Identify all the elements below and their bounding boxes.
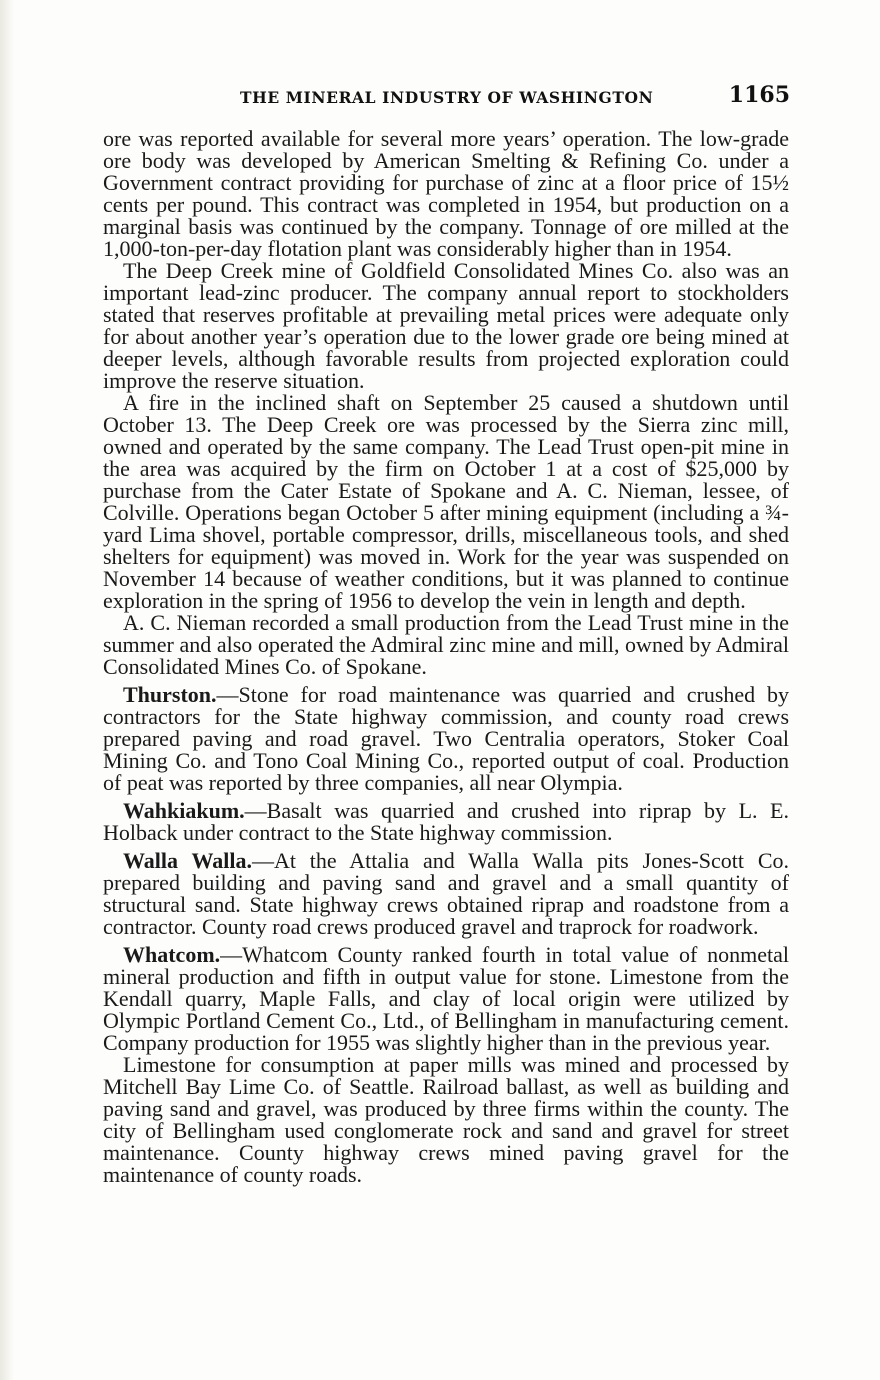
paragraph-text: ore was reported available for several more years’ operation. The low-grade ore body was developed by American Smelting & Refining Co. under a Government contract providing for purchase of zinc at a floor price of 15½ cents per pound. This contract was completed in 1954, but production on a marginal basis was continued by the company. Tonnage of ore milled at the 1,000-ton-per-day flotation plant was considerably higher than in 1954. <box>103 126 789 261</box>
paragraph <box>103 684 789 794</box>
paragraph <box>103 1054 789 1186</box>
page-edge-shadow <box>0 0 14 1380</box>
page-number: 1165 <box>728 82 790 108</box>
paragraph-heading: Wahkiakum. <box>123 798 245 823</box>
paragraph-text: —Whatcom County ranked fourth in total value of nonmetal mineral production and fifth in output value for stone. Limestone from the Kendall quarry, Maple Falls, and clay of local origin were utilized by Olympic Portland Cement Co., Ltd., of Bellingham in manufacturing cement. Company production for 1955 was slightly higher than in the previous year. <box>103 942 789 1055</box>
paragraph <box>103 260 789 392</box>
body-text <box>103 128 789 1186</box>
paragraph-text: A fire in the inclined shaft on September 25 caused a shutdown until October 13. The Deep Creek ore was processed by the Sierra zinc mill, owned and operated by the same company. The Lead Trust open-pit mine in the area was acquired by the firm on October 1 at a cost of $25,000 by purchase from the Cater Estate of Spokane and A. C. Nieman, lessee, of Colville. Operations began October 5 after mining equipment (including a ¾-yard Lima shovel, portable compressor, drills, miscellaneous tools, and shed shelters for equipment) was moved in. Work for the year was suspended on November 14 because of weather conditions, but it was planned to continue exploration in the spring of 1956 to develop the vein in length and depth. <box>103 390 789 613</box>
paragraph <box>103 128 789 260</box>
paragraph-text: A. C. Nieman recorded a small production from the Lead Trust mine in the summer and also operated the Admiral zinc mine and mill, owned by Admiral Consolidated Mines Co. of Spokane. <box>103 610 789 679</box>
paragraph-text: —At the Attalia and Walla Walla pits Jones-Scott Co. prepared building and paving sand and gravel and a small quantity of structural sand. State highway crews obtained riprap and roadstone from a contractor. County road crews produced gravel and traprock for roadwork. <box>103 848 789 939</box>
running-title: THE MINERAL INDUSTRY OF WASHINGTON <box>240 88 654 107</box>
paragraph-heading: Thurston. <box>123 682 217 707</box>
paragraph-text: —Stone for road maintenance was quarried and crushed by contractors for the State highway commission, and county road crews prepared paving and road gravel. Two Centralia operators, Stoker Coal Mining Co. and Tono Coal Mining Co., reported output of coal. Production of peat was reported by three companies, all near Olympia. <box>103 682 789 795</box>
paragraph <box>103 850 789 938</box>
paragraph <box>103 944 789 1054</box>
paragraph-text: The Deep Creek mine of Goldfield Consolidated Mines Co. also was an important lead-zinc producer. The company annual report to stockholders stated that reserves profitable at prevailing metal prices were adequate only for about another year’s operation due to the lower grade ore being mined at deeper levels, although favorable results from projected exploration could improve the reserve situation. <box>103 258 789 393</box>
paragraph <box>103 800 789 844</box>
paragraph-text: —Basalt was quarried and crushed into riprap by L. E. Holback under contract to the State highway commission. <box>103 798 789 845</box>
paragraph <box>103 392 789 612</box>
paragraph <box>103 612 789 678</box>
paragraph-heading: Walla Walla. <box>123 848 252 873</box>
running-header <box>105 82 790 114</box>
paragraph-text: Limestone for consumption at paper mills was mined and processed by Mitchell Bay Lime Co. of Seattle. Railroad ballast, as well as building and paving sand and gravel, was produced by three firms within the county. The city of Bellingham used conglomerate rock and sand and gravel for street maintenance. County highway crews mined paving gravel for the maintenance of county roads. <box>103 1052 789 1187</box>
paragraph-heading: Whatcom. <box>123 942 221 967</box>
